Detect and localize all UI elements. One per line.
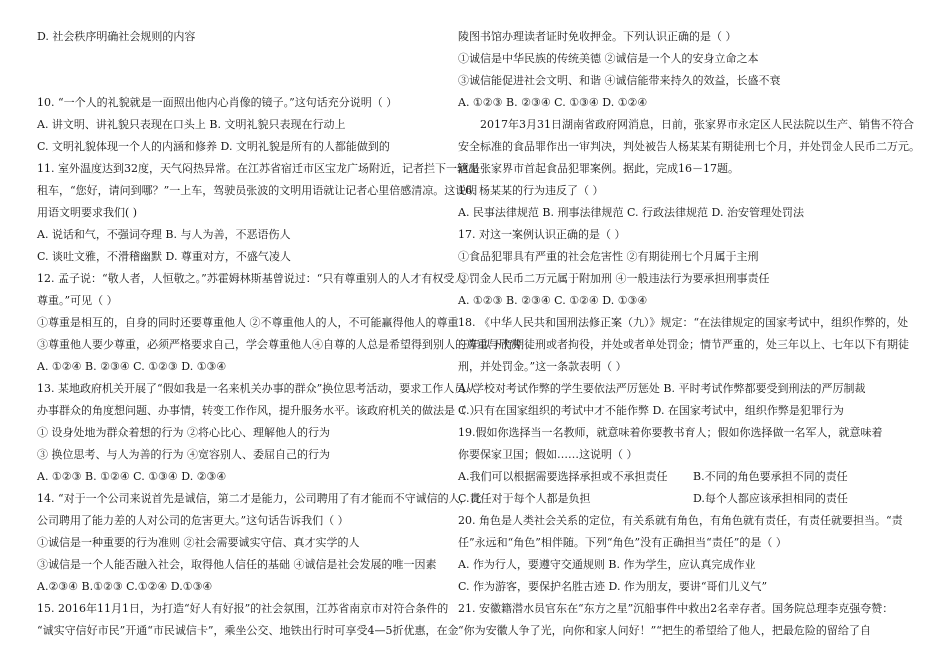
text-line: 这是张家界市首起食品犯罪案例。据此，完成16－17题。 <box>458 162 739 175</box>
question-20: 20. 角色是人类社会关系的定位，有关系就有角色，有角色就有责任，有责任就要担当。“责 <box>458 514 903 527</box>
text-line: ③罚金人民币二万元属于附加刑 ④一般违法行为要承担刑事责任 <box>458 272 770 285</box>
text-line: D. 社会秩序明确社会规则的内容 <box>37 30 196 43</box>
question-17: 17. 对这一案例认识正确的是（ ） <box>458 228 626 241</box>
question-11: 11. 室外温度达到32度，天气闷热异常。在江苏省宿迁市区宝龙广场附近，记者拦下一辆出 <box>37 162 479 175</box>
text-line: 你要保家卫国；假如……这说明（ ） <box>458 448 638 461</box>
text-line: C. 只有在国家组织的考试中才不能作弊 D. 在国家考试中，组织作弊是犯罪行为 <box>458 404 844 417</box>
text-line: ③ 换位思考、与人为善的行为 ④宽容别人、委屈自己的行为 <box>37 448 330 461</box>
question-14: 14. “对于一个公司来说首先是诚信，第二才是能力，公司聘用了有才能而不守诚信的人，比 <box>37 492 482 505</box>
text-line: ①尊重是相互的，自身的同时还要尊重他人 ②不尊重他人的人，不可能赢得他人的尊重 <box>37 316 459 329</box>
text-line: ③诚信是一个人能否融入社会，取得他人信任的基础 ④诚信是社会发展的唯一因素 <box>37 558 437 571</box>
text-line: A. 讲文明、讲礼貌只表现在口头上 B. 文明礼貌只表现在行动上 <box>37 118 346 131</box>
text-line: A. ①②③ B. ②③④ C. ①②④ D. ①③④ <box>458 294 648 307</box>
text-line: A. 作为行人，要遵守交通规则 B. 作为学生，应认真完成作业 <box>458 558 756 571</box>
text-line: 刑，并处罚金。”这一条款表明（ ） <box>458 360 627 373</box>
text-line: ①诚信是一种重要的行为准则 ②社会需要诚实守信、真才实学的人 <box>37 536 360 549</box>
option-a: A.我们可以根据需要选择承担或不承担责任 <box>458 470 668 483</box>
text-line: C. 谈吐文雅，不滑稽幽默 D. 尊重对方，不盛气凌人 <box>37 250 291 263</box>
text-line: 公司聘用了能力差的人对公司的危害更大。”这句话告诉我们（ ） <box>37 514 349 527</box>
text-line: 办事群众的角度想问题、办事情，转变工作作风，提升服务水平。该政府机关的做法是（ ） <box>37 404 481 417</box>
text-line: A. ①②③ B. ②③④ C. ①③④ D. ①②④ <box>458 96 648 109</box>
text-line: C. 文明礼貌体现一个人的内涵和修养 D. 文明礼貌是所有的人都能做到的 <box>37 140 390 153</box>
text-line: 三年以下有期徒刑或者拘役，并处或者单处罚金；情节严重的，处三年以上、七年以下有期徒 <box>458 338 909 351</box>
option-d: D.每个人都应该承担相同的责任 <box>693 492 848 505</box>
question-12: 12. 孟子说：“敬人者，人恒敬之。”苏霍姆林斯基曾说过：“只有尊重别人的人才有权受人 <box>37 272 466 285</box>
question-10: 10. “一个人的礼貌就是一面照出他内心肖像的镜子。”这句话充分说明（ ） <box>37 96 398 109</box>
text-line: A.②③④ B.①②③ C.①②④ D.①③④ <box>37 580 213 593</box>
question-15: 15. 2016年11月1日，为打造“好人有好报”的社会氛围，江苏省南京市对符合条件的 <box>37 602 449 615</box>
text-line: “你为安徽人争了光，向你和家人问好！”“把生的希望给了他人，把最危险的留给了自 <box>458 624 871 637</box>
text-line: A. 学校对考试作弊的学生要依法严厉惩处 B. 平时考试作弊都要受到刑法的严厉制裁 <box>458 382 866 395</box>
case-passage: 2017年3月31日湖南省政府网消息，日前，张家界市永定区人民法院以生产、销售不符合 <box>480 118 914 131</box>
text-line: A. ①②③ B. ①②④ C. ①③④ D. ②③④ <box>37 470 227 483</box>
question-16: 16. 杨某某的行为违反了（ ） <box>458 184 604 197</box>
text-line: 安全标准的食品罪作出一审判决，判处被告人杨某某有期徒刑七个月，并处罚金人民币二万元。 <box>458 140 920 153</box>
option-b: B.不同的角色要承担不同的责任 <box>693 470 848 483</box>
text-line: 尊重。”可见（ ） <box>37 294 118 307</box>
text-line: 任”永远和“角色”相伴随。下列“角色”没有正确担当“责任”的是（ ） <box>458 536 787 549</box>
question-13: 13. 某地政府机关开展了“假如我是一名来机关办事的群众”换位思考活动，要求工作人员从 <box>37 382 477 395</box>
text-line: 租车，“您好，请问到哪？”一上车，驾驶员张波的文明用语就让记者心里倍感清凉。这说明 <box>37 184 478 197</box>
text-line: ① 设身处地为群众着想的行为 ②将心比心、理解他人的行为 <box>37 426 330 439</box>
text-line: 用语文明要求我们( ) <box>37 206 138 219</box>
text-line: ①诚信是中华民族的传统美德 ②诚信是一个人的安身立命之本 <box>458 52 759 65</box>
text-line: ③诚信能促进社会文明、和谐 ④诚信能带来持久的效益，长盛不衰 <box>458 74 781 87</box>
text-line: A. 说话和气，不强词夺理 B. 与人为善，不恶语伤人 <box>37 228 291 241</box>
text-line: C. 作为游客，要保护名胜古迹 D. 作为朋友，要讲“哥们儿义气” <box>458 580 768 593</box>
text-line: ①食品犯罪具有严重的社会危害性 ②有期徒刑七个月属于主刑 <box>458 250 759 263</box>
question-19: 19.假如你选择当一名教师，就意味着你要教书育人；假如你选择做一名军人，就意味着 <box>458 426 883 439</box>
text-line: A. ①②④ B. ②③④ C. ①②③ D. ①③④ <box>37 360 227 373</box>
option-c: C.责任对于每个人都是负担 <box>458 492 591 505</box>
question-18: 18. 《中华人民共和国刑法修正案（九）》规定：“在法律规定的国家考试中，组织作弊的，处 <box>458 316 909 329</box>
text-line: ③尊重他人要少尊重，必须严格要求自己，学会尊重他人④自尊的人总是希望得到别人的尊重与欣赏 <box>37 338 521 351</box>
text-line: “诚实守信好市民”开通“市民诚信卡”，乘坐公交、地铁出行时可享受4—5折优惠，在金 <box>37 624 459 637</box>
text-line: 陵图书馆办理读者证时免收押金。下列认识正确的是（ ） <box>458 30 737 43</box>
question-21: 21. 安徽籍潜水员官东在“东方之星”沉船事件中救出2名幸存者。国务院总理李克强夸赞： <box>458 602 894 615</box>
text-line: A. 民事法律规范 B. 刑事法律规范 C. 行政法律规范 D. 治安管理处罚法 <box>458 206 804 219</box>
